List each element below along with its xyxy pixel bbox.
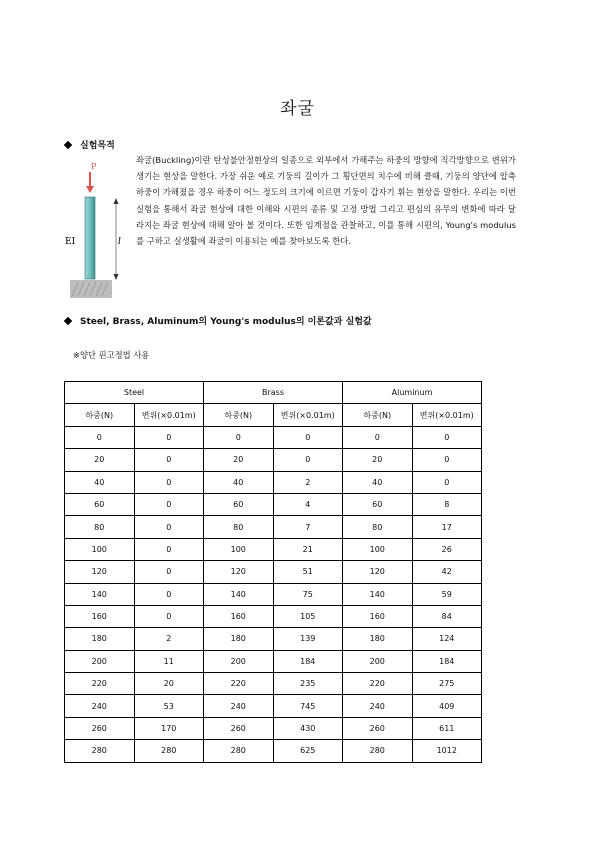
page-title: 좌굴: [280, 99, 315, 119]
table-cell: 139: [273, 628, 343, 650]
load-label: P: [91, 162, 97, 171]
column-base-ground: [70, 280, 112, 298]
length-label: l: [118, 237, 121, 247]
table-cell: 200: [204, 650, 274, 672]
section-heading-purpose: [64, 138, 115, 151]
table-cell: 140: [204, 583, 274, 605]
table-cell: 75: [273, 583, 343, 605]
table-cell: 100: [343, 538, 413, 560]
table-cell: 625: [273, 740, 343, 762]
diamond-bullet-icon: [64, 316, 72, 324]
table-cell: 0: [134, 471, 204, 493]
sub-header-row: [65, 404, 482, 426]
table-cell: 120: [343, 561, 413, 583]
table-cell: 170: [134, 717, 204, 739]
table-cell: 60: [65, 493, 135, 515]
column-shape: [85, 197, 95, 279]
table-cell: 235: [273, 673, 343, 695]
table-cell: 200: [65, 650, 135, 672]
table-cell: 200: [343, 650, 413, 672]
table-cell: 2: [134, 628, 204, 650]
table-cell: 240: [65, 695, 135, 717]
table-cell: 160: [343, 605, 413, 627]
table-cell: 280: [343, 740, 413, 762]
load-arrowhead-icon: [86, 186, 94, 193]
table-cell: 184: [412, 650, 482, 672]
table-cell: 20: [204, 449, 274, 471]
column-header: 변위(×0.01m): [412, 404, 482, 426]
table-cell: 184: [273, 650, 343, 672]
table-row: [65, 516, 482, 538]
table-row: [65, 628, 482, 650]
table-cell: 120: [65, 561, 135, 583]
table-cell: 220: [65, 673, 135, 695]
column-header: 하중(N): [204, 404, 274, 426]
stiffness-label: EI: [65, 237, 76, 247]
table-cell: 51: [273, 561, 343, 583]
table-row: [65, 538, 482, 560]
table-cell: 240: [204, 695, 274, 717]
table-cell: 2: [273, 471, 343, 493]
table-cell: 0: [134, 516, 204, 538]
table-cell: 180: [204, 628, 274, 650]
table-cell: 160: [204, 605, 274, 627]
buckling-column-figure: [60, 158, 134, 304]
table-cell: 275: [412, 673, 482, 695]
section-heading-text: Steel, Brass, Aluminum의 Young's modulus의 이론값과 실험값: [80, 317, 372, 327]
table-cell: 100: [65, 538, 135, 560]
table-cell: 240: [343, 695, 413, 717]
table-cell: 260: [204, 717, 274, 739]
table-row: [65, 561, 482, 583]
column-diagram: [60, 158, 134, 304]
table-row: [65, 717, 482, 739]
column-header: 하중(N): [65, 404, 135, 426]
table-cell: 0: [343, 426, 413, 448]
purpose-paragraph: 좌굴(Buckling)이란 탄성불안정현상의 일종으로 외부에서 가해주는 하중의 방향에 직각방향으로 변위가 생기는 현상을 말한다. 가장 쉬운 예로 기둥의 길이가 그 횡단면의 치수에 비해 클때, 기둥의 양단에 압축하중이 가해졌을 경우 하중이 어느 정도의 크기에 이르면 기둥이 갑자기 휘는 현상을 말한다. 우리는 이번 실험을 통해서 좌굴 현상에 대한 이해와 시편의 종류 및 고정 방법 그리고 편심의 유무의 변화에 따라 달라지는 좌굴 현상에 대해 알아 볼 것이다. 또한 임계점을 관찰하고, 이를 통해 시편의, Young's modulus를 구하고 실생활에 좌굴이 이용되는 예를 찾아보도록 한다.: [136, 155, 516, 247]
table-cell: 0: [134, 583, 204, 605]
table-cell: 0: [134, 605, 204, 627]
column-header: 하중(N): [343, 404, 413, 426]
method-note: ※양단 핀고정법 사용: [73, 350, 150, 360]
table-body: [65, 426, 482, 762]
table-cell: 280: [134, 740, 204, 762]
table-row: [65, 493, 482, 515]
table-cell: 0: [412, 449, 482, 471]
load-displacement-table: [64, 381, 482, 763]
table-cell: 100: [204, 538, 274, 560]
section-heading-youngs-modulus: [64, 314, 372, 327]
section-heading-text: 실험목적: [80, 141, 115, 151]
table-cell: 40: [343, 471, 413, 493]
table-cell: 20: [343, 449, 413, 471]
table-cell: 42: [412, 561, 482, 583]
group-header-row: [65, 382, 482, 404]
table-cell: 124: [412, 628, 482, 650]
table-cell: 0: [134, 538, 204, 560]
table-cell: 20: [65, 449, 135, 471]
table-cell: 260: [343, 717, 413, 739]
table-cell: 8: [412, 493, 482, 515]
table-cell: 0: [273, 449, 343, 471]
table-row: [65, 695, 482, 717]
table-cell: 40: [204, 471, 274, 493]
diamond-bullet-icon: [64, 140, 72, 148]
table-cell: 0: [412, 471, 482, 493]
table-cell: 280: [204, 740, 274, 762]
table-cell: 11: [134, 650, 204, 672]
table-cell: 21: [273, 538, 343, 560]
table-row: [65, 471, 482, 493]
table-cell: 0: [65, 426, 135, 448]
table-cell: 220: [343, 673, 413, 695]
group-header-aluminum: Aluminum: [343, 382, 482, 404]
table-row: [65, 605, 482, 627]
table-cell: 26: [412, 538, 482, 560]
column-header: 변위(×0.01m): [273, 404, 343, 426]
table-row: [65, 740, 482, 762]
group-header-brass: Brass: [204, 382, 343, 404]
table-cell: 84: [412, 605, 482, 627]
table-cell: 0: [134, 449, 204, 471]
table-cell: 17: [412, 516, 482, 538]
table-cell: 1012: [412, 740, 482, 762]
table-cell: 260: [65, 717, 135, 739]
group-header-steel: Steel: [65, 382, 204, 404]
table-cell: 80: [65, 516, 135, 538]
table-row: [65, 650, 482, 672]
table-cell: 0: [134, 426, 204, 448]
table-cell: 60: [343, 493, 413, 515]
table-cell: 160: [65, 605, 135, 627]
table-cell: 105: [273, 605, 343, 627]
table-cell: 745: [273, 695, 343, 717]
table-row: [65, 583, 482, 605]
table-cell: 4: [273, 493, 343, 515]
table-cell: 220: [204, 673, 274, 695]
table-cell: 80: [343, 516, 413, 538]
table-row: [65, 449, 482, 471]
table-cell: 0: [273, 426, 343, 448]
table-cell: 7: [273, 516, 343, 538]
table-cell: 0: [412, 426, 482, 448]
table-cell: 0: [204, 426, 274, 448]
table-cell: 0: [134, 561, 204, 583]
table-row: [65, 426, 482, 448]
table-cell: 409: [412, 695, 482, 717]
table-cell: 60: [204, 493, 274, 515]
table-cell: 20: [134, 673, 204, 695]
table-cell: 53: [134, 695, 204, 717]
table-cell: 180: [343, 628, 413, 650]
table-row: [65, 673, 482, 695]
table-cell: 59: [412, 583, 482, 605]
table-cell: 120: [204, 561, 274, 583]
table-cell: 280: [65, 740, 135, 762]
table-cell: 0: [134, 493, 204, 515]
table-cell: 140: [343, 583, 413, 605]
table-cell: 430: [273, 717, 343, 739]
table-cell: 80: [204, 516, 274, 538]
table-cell: 611: [412, 717, 482, 739]
table-cell: 140: [65, 583, 135, 605]
table-cell: 40: [65, 471, 135, 493]
column-header: 변위(×0.01m): [134, 404, 204, 426]
table-cell: 180: [65, 628, 135, 650]
